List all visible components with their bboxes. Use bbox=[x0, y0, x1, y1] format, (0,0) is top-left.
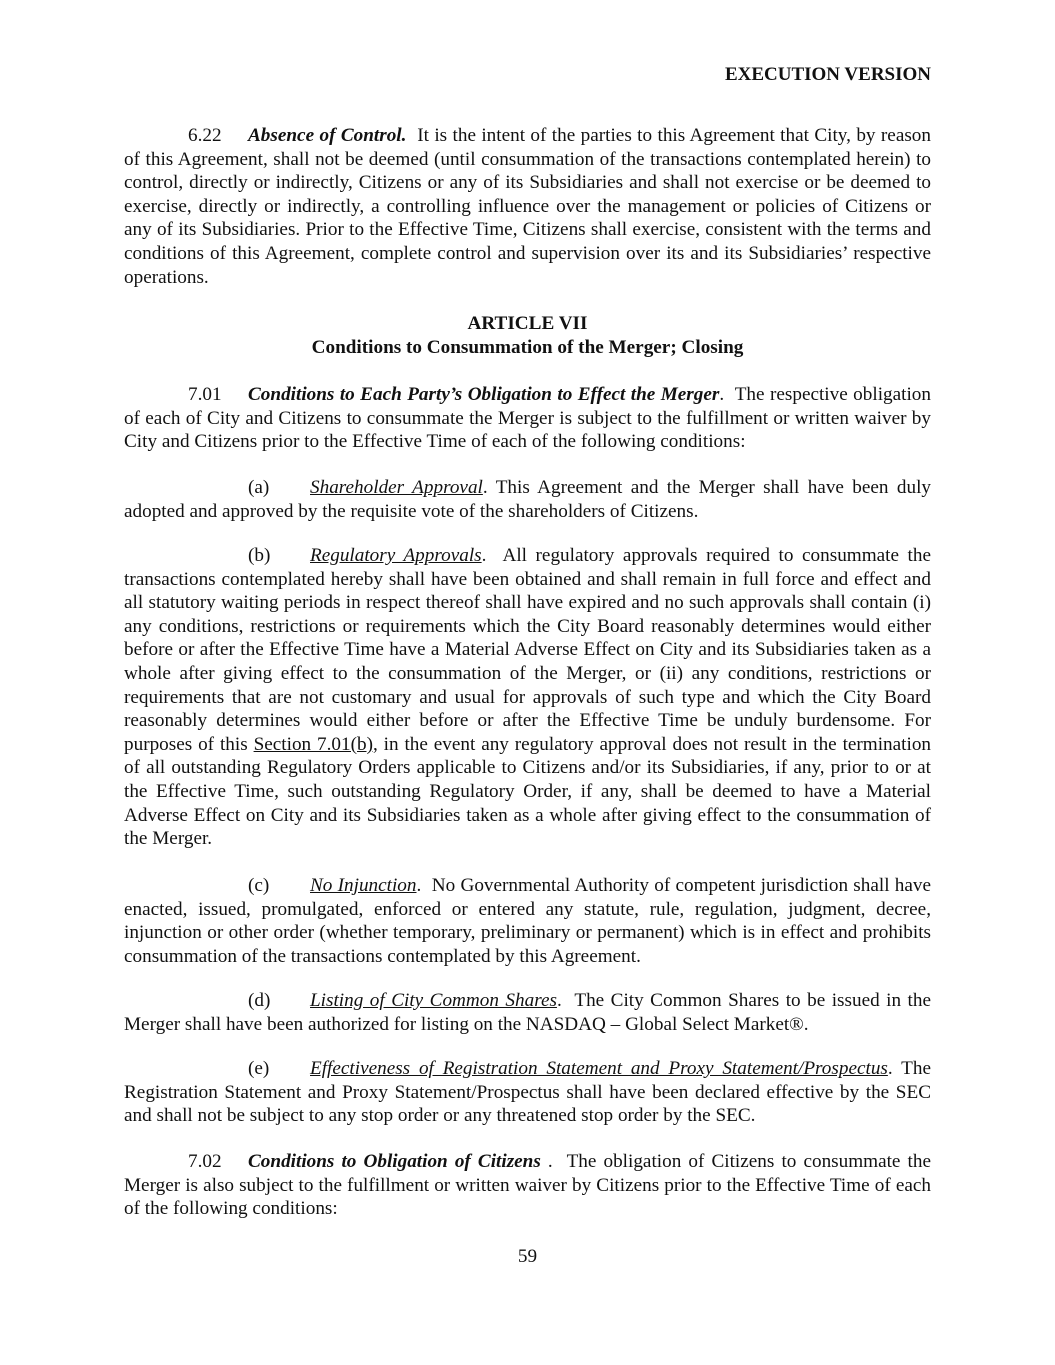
condition-c: (c) No Injunction. No Governmental Authority of competent jurisdiction shall have enacted, issued, promulgated, enforced or entered any statute, rule, regulation, judgment, decree, injunction or other order (whether temporary, preliminary or permanent) which is in effect and prohibits consummation of the transactions contemplated by this Agreement. bbox=[124, 875, 931, 967]
section-title: Conditions to Each Party’s Obligation to Effect the Merger bbox=[248, 384, 720, 405]
condition-body-part-1: All regulatory approvals required to consummate the transactions contemplated hereby shall have been obtained and shall remain in full force and effect and all statutory waiting periods in respect thereof shall have expired and no such approvals shall contain (i) any conditions, restrictions or requirements which the City Board reasonably determines would either before or after the Effective Time have a Material Adverse Effect on City and its Subsidiaries taken as a whole after giving effect to the consummation of the Merger, or (ii) any conditions, restrictions or requirements that are not customary and usual for approvals of such type and which the City Board reasonably determines would either before or after the Effective Time be unduly burdensome. For purposes of this bbox=[124, 545, 931, 755]
condition-body: This Agreement and the Merger shall have been duly adopted and approved by the requisite vote of the shareholders of Citizens. bbox=[124, 477, 931, 522]
section-7-01: 7.01 Conditions to Each Party’s Obligation to Effect the Merger. The respective obligation of each of City and Citizens to consummate the Merger is subject to the fulfillment or written waiver by City and Citizens prior to the Effective Time of each of the following conditions: bbox=[124, 384, 931, 453]
section-title: Absence of Control. bbox=[248, 125, 407, 146]
condition-title: Listing of City Common Shares bbox=[310, 990, 557, 1011]
condition-title: Effectiveness of Registration Statement and Proxy Statement/Prospectus bbox=[310, 1058, 888, 1079]
execution-version-header: EXECUTION VERSION bbox=[724, 64, 931, 85]
section-reference-link: Section 7.01(b) bbox=[253, 733, 373, 755]
condition-label: (d) bbox=[248, 990, 271, 1011]
section-body: The respective obligation of each of City and Citizens to consummate the Merger is subject to the fulfillment or written waiver by City and Citizens prior to the Effective Time of each of the following conditions: bbox=[124, 384, 931, 453]
section-7-02: 7.02 Conditions to Obligation of Citizens . The obligation of Citizens to consummate the Merger is also subject to the fulfillment or written waiver by Citizens prior to the Effective Time of each of the following conditions: bbox=[124, 1151, 931, 1220]
section-title: Conditions to Obligation of Citizens bbox=[248, 1151, 541, 1172]
article-title: ARTICLE VII bbox=[467, 313, 588, 334]
section-body: The obligation of Citizens to consummate the Merger is also subject to the fulfillment or written waiver by Citizens prior to the Effective Time of each of the following conditions: bbox=[124, 1151, 931, 1220]
condition-label: (c) bbox=[248, 875, 270, 896]
condition-d: (d) Listing of City Common Shares. The City Common Shares to be issued in the Merger shall have been authorized for listing on the NASDAQ – Global Select Market®. bbox=[124, 990, 931, 1035]
condition-body: No Governmental Authority of competent jurisdiction shall have enacted, issued, promulgated, enforced or entered any statute, rule, regulation, judgment, decree, injunction or other order (whether temporary, preliminary or permanent) which is in effect and prohibits consummation of the transactions contemplated by this Agreement. bbox=[124, 875, 931, 967]
section-number: 7.01 bbox=[188, 384, 222, 405]
condition-label: (b) bbox=[248, 545, 271, 566]
condition-title: Regulatory Approvals bbox=[310, 545, 482, 566]
section-6-22 bbox=[124, 124, 931, 289]
condition-body-part-2: , in the event any regulatory approval does not result in the termination of all outstanding Regulatory Orders applicable to Citizens and/or its Subsidiaries, if any, prior to or at the Effective Time, such outstanding Regulatory Order, if any, shall be deemed to have a Material Adverse Effect on City and its Subsidiaries taken as a whole after giving effect to the consummation of the Merger. bbox=[124, 733, 932, 850]
section-body: It is the intent of the parties to this Agreement that City, by reason of this Agreement, shall not be deemed (until consummation of the transactions contemplated herein) to control, directly or indirectly, Citizens or any of its Subsidiaries and shall not exercise or be deemed to exercise, directly or indirectly, a controlling influence over the management or policies of Citizens or any of its Subsidiaries. Prior to the Effective Time, Citizens shall exercise, consistent with the terms and conditions of this Agreement, complete control and supervision over its and its Subsidiaries’ respective operations. bbox=[124, 125, 931, 288]
condition-a: (a) Shareholder Approval. This Agreement and the Merger shall have been duly adopted and approved by the requisite vote of the shareholders of Citizens. bbox=[124, 477, 931, 522]
condition-title: Shareholder Approval bbox=[310, 477, 483, 498]
section-number: 6.22 bbox=[188, 125, 222, 146]
article-subtitle: Conditions to Consummation of the Merger; Closing bbox=[311, 336, 744, 358]
condition-body: The City Common Shares to be issued in the Merger shall have been authorized for listing on the NASDAQ – Global Select Market®. bbox=[124, 990, 931, 1035]
article-heading bbox=[124, 312, 931, 359]
condition-body: The Registration Statement and Proxy Statement/Prospectus shall have been declared effective by the SEC and shall not be subject to any stop order or any threatened stop order by the SEC. bbox=[124, 1058, 931, 1127]
page-number: 59 bbox=[517, 1246, 538, 1267]
condition-label: (e) bbox=[248, 1058, 270, 1079]
condition-b: (b) Regulatory Approvals. All regulatory approvals required to consummate the transactions contemplated hereby shall have been obtained and shall remain in full force and effect and all statutory waiting periods in respect thereof shall have expired and no such approvals shall contain (i) any conditions, restrictions or requirements which the City Board reasonably determines would either before or after the Effective Time have a Material Adverse Effect on City and its Subsidiaries taken as a whole after giving effect to the consummation of the Merger, or (ii) any conditions, restrictions or requirements that are not customary and usual for approvals of such type and which the City Board reasonably determines would either before or after the Effective Time be unduly burdensome. For purposes of this Section 7.01(b), in the event any regulatory approval does not result in the termination of all outstanding Regulatory Orders applicable to Citizens and/or its Subsidiaries, if any, prior to or at the Effective Time, such outstanding Regulatory Order, if any, shall be deemed to have a Material Adverse Effect on City and its Subsidiaries taken as a whole after giving effect to the consummation of the Merger. bbox=[124, 545, 932, 850]
section-number: 7.02 bbox=[188, 1151, 222, 1172]
condition-label: (a) bbox=[248, 477, 270, 498]
condition-title: No Injunction bbox=[310, 875, 417, 896]
condition-e: (e) Effectiveness of Registration Statement and Proxy Statement/Prospectus. The Registration Statement and Proxy Statement/Prospectus shall have been declared effective by the SEC and shall not be subject to any stop order or any threatened stop order by the SEC. bbox=[124, 1058, 931, 1127]
